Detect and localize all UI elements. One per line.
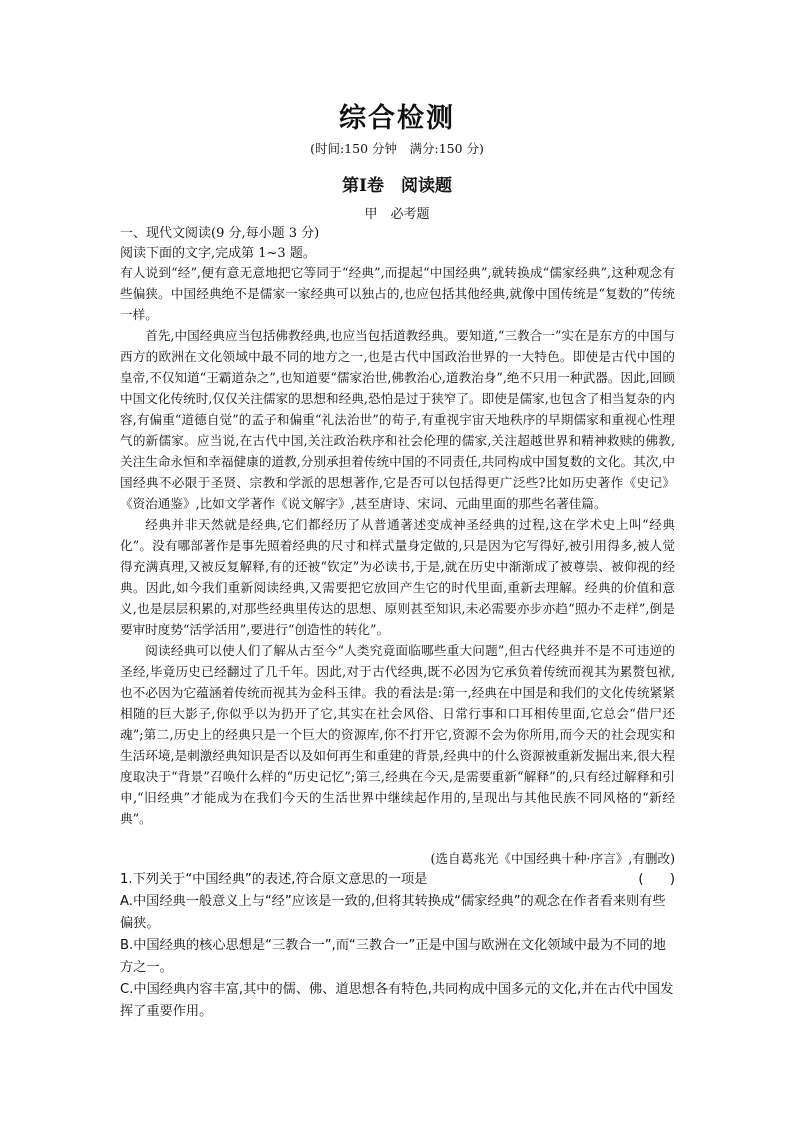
answer-bracket: ( ) [638,872,675,887]
reading-passage [120,262,675,829]
part-heading: 一、现代文阅读(9 分,每小题 3 分) [120,226,320,241]
option-c: C.中国经典内容丰富,其中的儒、佛、道思想各有特色,共同构成中国多元的文化,并在古代中国发挥了重要作用。 [120,982,674,1019]
passage-paragraph: 经典并非天然就是经典,它们都经历了从普通著述变成神圣经典的过程,这在学术史上叫“经典化”。没有哪部著作是事先照着经典的尺寸和样式量身定做的,只是因为它写得好,被引用得多,被人觉得充满真理,又被反复解释,有的还被“钦定”为必读书,于是,就在历史中渐渐成了被尊崇、被仰视的经典。因此,如今我们重新阅读经典,又需要把它放回产生它的时代里面,重新去理解。经典的价值和意义,也是层层积累的,对那些经典里传达的思想、原则甚至知识,未必需要亦步亦趋“照办不走样”,倒是要审时度势“活学活用”,要进行“创造性的转化”。 [120,517,675,637]
sub-section-title: 甲 必考题 [364,207,430,222]
option-b: B.中国经典的核心思想是“三教合一”,而“三教合一”正是中国与欧洲在文化领域中最为不同的地方之一。 [120,938,666,975]
passage-paragraph: 首先,中国经典应当包括佛教经典,也应当包括道教经典。要知道,“三教合一”实在是东方的中国与西方的欧洲在文化领域中最不同的地方之一,也是古代中国政治世界的一大特色。即使是古代中国的皇帝,不仅知道“王霸道杂之”,也知道要“儒家治世,佛教治心,道教治身”,绝不只用一种武器。因此,回顾中国文化传统时,仅仅关注儒家的思想和经典,恐怕是过于狭窄了。即使是儒家,也包含了相当复杂的内容,有偏重“道德自觉”的孟子和偏重“礼法治世”的荀子,有重视宇宙天地秩序的早期儒家和重视心性理气的新儒家。应当说,在古代中国,关注政治秩序和社会伦理的儒家,关注超越世界和精神救赎的佛教,关注生命永恒和幸福健康的道教,分别承担着传统中国的不同责任,共同构成中国复数的文化。其次,中国经典不必限于圣贤、宗教和学派的思想著作,它是否可以包括得更广泛些?比如历史著作《史记》《资治通鉴》,比如文学著作《说文解字》,甚至唐诗、宋词、元曲里面的那些名著佳篇。 [120,328,675,511]
option-a: A.中国经典一般意义上与“经”应该是一致的,但将其转换成“儒家经典”的观念在作者看来则有些偏狭。 [120,894,666,931]
exam-time-score: (时间:150 分钟 满分:150 分) [310,141,484,156]
passage-paragraph: 阅读经典可以使人们了解从古至今“人类究竟面临哪些重大问题”,但古代经典并不是不可违逆的圣经,毕竟历史已经翻过了几千年。因此,对于古代经典,既不必因为它承负着传统而视其为累赘包袱,也不必因为它蕴涵着传统而视其为金科玉律。我的看法是:第一,经典在中国是和我们的文化传统紧紧相随的巨大影子,你似乎以为扔开了它,其实在社会风俗、日常行事和口耳相传里面,它总会“借尸还魂”;第二,历史上的经典只是一个巨大的资源库,你不打开它,资源不会为你所用,而今天的社会现实和生活环境,是刺激经典知识是否以及如何再生和重建的背景,经典中的什么资源被重新发掘出来,很大程度取决于“背景”召唤什么样的“历史记忆”;第三,经典在今天,是需要重新“解释”的,只有经过解释和引申,“旧经典”才能成为在我们今天的生活世界中继续起作用的,呈现出与其他民族不同风格的“新经典”。 [120,643,675,826]
section-title: 第Ⅰ卷 阅读题 [342,176,452,196]
page-title: 综合检测 [339,103,455,134]
question-stem-text: 1.下列关于“中国经典”的表述,符合原文意思的一项是 [120,872,428,887]
question-stem [120,869,675,891]
reading-instruction: 阅读下面的文字,完成第 1~3 题。 [120,246,316,261]
question-1 [120,869,675,1023]
passage-paragraph: 有人说到“经”,便有意无意地把它等同于“经典”,而提起“中国经典”,就转换成“儒家经典”,这种观念有些偏狭。中国经典绝不是儒家一家经典可以独占的,也应包括其他经典,就像中国传统是“复数的”传统一样。 [120,265,675,322]
passage-source: (选自葛兆光《中国经典十种·序言》,有删改) [430,851,675,866]
